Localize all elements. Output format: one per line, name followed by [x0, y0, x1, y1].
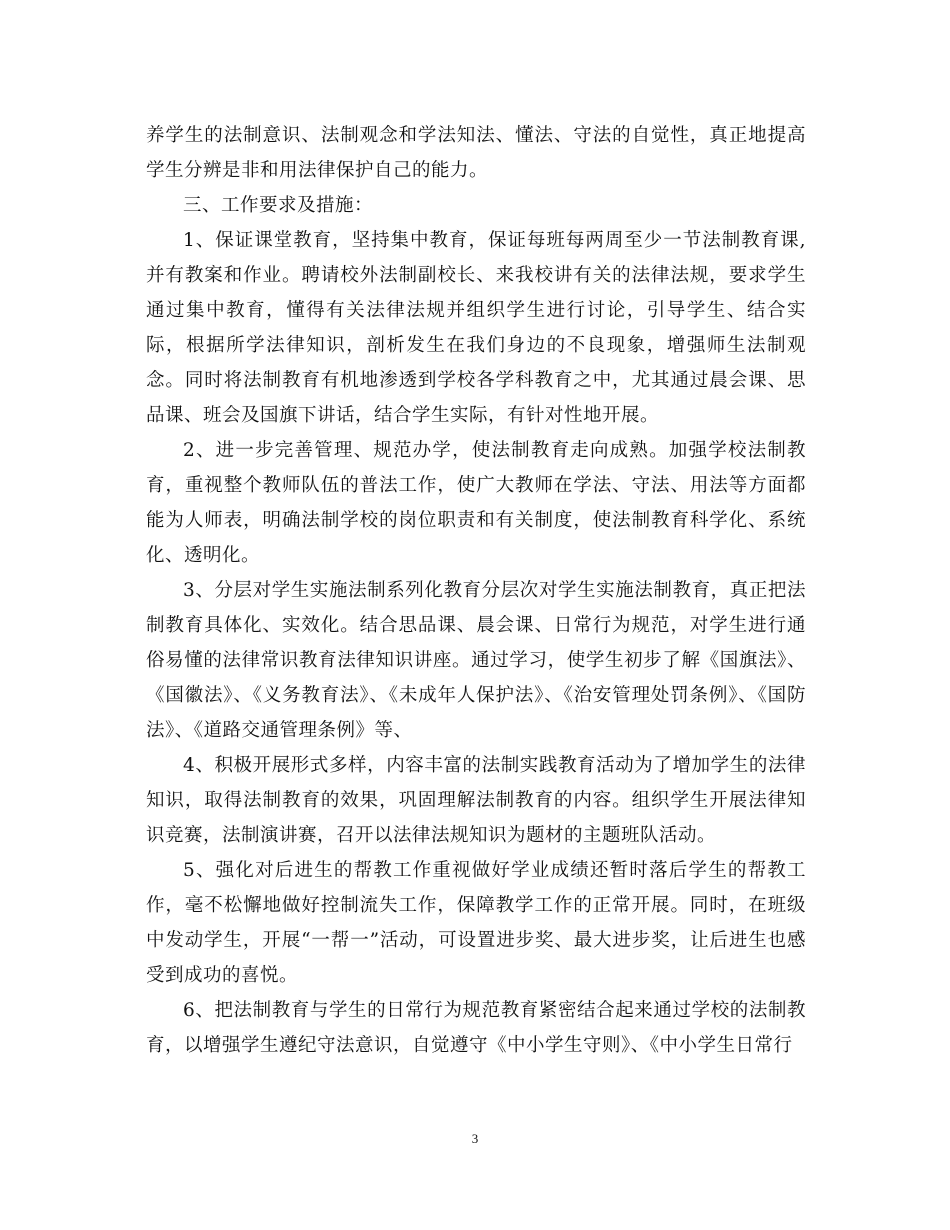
page-number: 3: [471, 1131, 479, 1146]
section-heading: 三、工作要求及措施：: [183, 195, 374, 216]
paragraph-item-5: 5、强化对后进生的帮教工作重视做好学业成绩还暂时落后学生的帮教工作，毫不松懈地做好控制流失工作，保障教学工作的正常开展。同时，在班级中发动学生，开展“一帮一”活动，可设置进步奖、最大进步奖，让后进生也感受到成功的喜悦。: [146, 860, 806, 986]
document-body: [146, 118, 806, 1063]
paragraph-item-3: 3、分层对学生实施法制系列化教育分层次对学生实施法制教育，真正把法制教育具体化、实效化。结合思品课、晨会课、日常行为规范，对学生进行通俗易懂的法律常识教育法律知识讲座。通过学习，使学生初步了解《国旗法》、《国徽法》、《义务教育法》、《未成年人保护法》、《治安管理处罚条例》、《国防法》、《道路交通管理条例》等、: [146, 580, 806, 741]
paragraph-continuation: 养学生的法制意识、法制观念和学法知法、懂法、守法的自觉性，真正地提高学生分辨是非和用法律保护自己的能力。: [146, 125, 806, 181]
paragraph-item-2: 2、进一步完善管理、规范办学，使法制教育走向成熟。加强学校法制教育，重视整个教师队伍的普法工作，使广大教师在学法、守法、用法等方面都能为人师表，明确法制学校的岗位职责和有关制度，使法制教育科学化、系统化、透明化。: [146, 440, 806, 566]
paragraph-item-6: 6、把法制教育与学生的日常行为规范教育紧密结合起来通过学校的法制教育，以增强学生遵纪守法意识，自觉遵守《中小学生守则》、《中小学生日常行: [146, 1000, 806, 1056]
paragraph-item-4: 4、积极开展形式多样，内容丰富的法制实践教育活动为了增加学生的法律知识，取得法制教育的效果，巩固理解法制教育的内容。组织学生开展法律知识竞赛，法制演讲赛，召开以法律法规知识为题材的主题班队活动。: [146, 755, 806, 846]
paragraph-item-1: 1、保证课堂教育，坚持集中教育，保证每班每两周至少一节法制教育课,并有教案和作业。聘请校外法制副校长、来我校讲有关的法律法规，要求学生通过集中教育，懂得有关法律法规并组织学生进行讨论，引导学生、结合实际，根据所学法律知识，剖析发生在我们身边的不良现象，增强师生法制观念。同时将法制教育有机地渗透到学校各学科教育之中，尤其通过晨会课、思品课、班会及国旗下讲话，结合学生实际，有针对性地开展。: [146, 230, 806, 426]
